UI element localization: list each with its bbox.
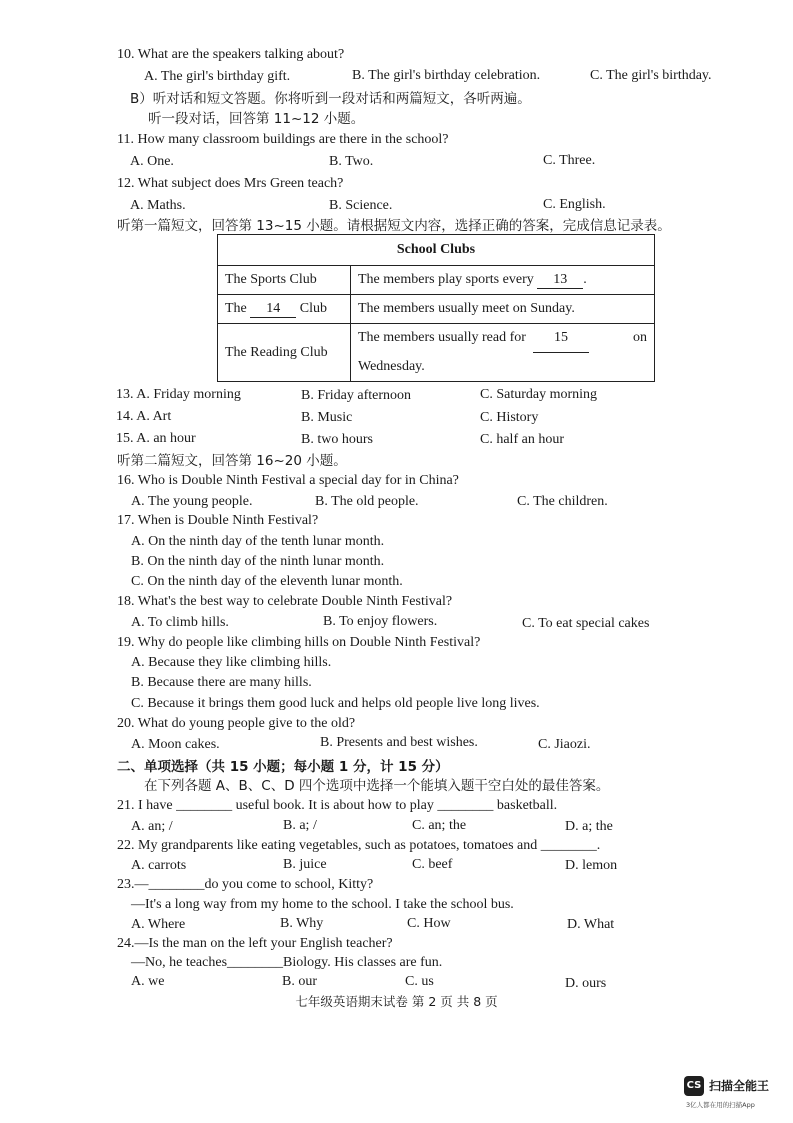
- question-10: 10. What are the speakers talking about?: [117, 47, 345, 62]
- response-23: —It's a long way from my home to the school. I take the school bus.: [131, 897, 514, 912]
- option-16a: A. The young people.: [131, 494, 253, 509]
- club-name: The Reading Club: [218, 324, 351, 382]
- option-10b: B. The girl's birthday celebration.: [352, 68, 541, 83]
- option-22d: D. lemon: [565, 858, 618, 873]
- question-23: 23.—________do you come to school, Kitty?: [117, 877, 374, 892]
- watermark-app-name: 扫描全能王: [709, 1079, 770, 1093]
- option-21b: B. a; /: [283, 818, 317, 833]
- table-title: School Clubs: [218, 235, 655, 266]
- option-11c: C. Three.: [543, 153, 596, 168]
- option-14c: C. History: [480, 410, 539, 425]
- option-19a: A. Because they like climbing hills.: [131, 655, 332, 670]
- passage-2-instruction: 听第二篇短文，回答第 16~20 小题。: [117, 453, 347, 469]
- option-23a: A. Where: [131, 917, 186, 932]
- option-23d: D. What: [567, 917, 615, 932]
- answer-blank-14: 14: [250, 301, 296, 318]
- option-21c: C. an; the: [412, 818, 467, 833]
- option-11b: B. Two.: [329, 154, 374, 169]
- question-22: 22. My grandparents like eating vegetables, such as potatoes, tomatoes and ________.: [117, 838, 601, 853]
- question-20: 20. What do young people give to the old?: [117, 716, 356, 731]
- question-12: 12. What subject does Mrs Green teach?: [117, 176, 344, 191]
- option-22b: B. juice: [283, 857, 327, 872]
- option-14a: 14. A. Art: [116, 409, 172, 424]
- option-20c: C. Jiaozi.: [538, 737, 591, 752]
- option-12b: B. Science.: [329, 198, 393, 213]
- option-13a: 13. A. Friday morning: [116, 387, 241, 402]
- club-name: The Sports Club: [218, 266, 351, 295]
- option-13b: B. Friday afternoon: [301, 388, 412, 403]
- table-row: [218, 266, 655, 295]
- option-19b: B. Because there are many hills.: [131, 675, 312, 690]
- question-21: 21. I have ________ useful book. It is about how to play ________ basketball.: [117, 798, 558, 813]
- option-20b: B. Presents and best wishes.: [320, 735, 478, 750]
- answer-blank-15: 15: [533, 324, 589, 353]
- question-24: 24.—Is the man on the left your English teacher?: [117, 936, 393, 951]
- section-2-heading: 二、单项选择（共 15 小题；每小题 1 分，计 15 分）: [117, 759, 449, 775]
- option-23c: C. How: [407, 916, 451, 931]
- answer-blank-13: 13: [537, 272, 583, 289]
- question-18: 18. What's the best way to celebrate Double Ninth Festival?: [117, 594, 453, 609]
- option-18b: B. To enjoy flowers.: [323, 614, 438, 629]
- option-15c: C. half an hour: [480, 432, 564, 447]
- option-19c: C. Because it brings them good luck and helps old people live long lives.: [131, 696, 540, 711]
- option-17b: B. On the ninth day of the ninth lunar month.: [131, 554, 385, 569]
- option-12a: A. Maths.: [130, 198, 186, 213]
- option-24a: A. we: [131, 974, 165, 989]
- table-row: [218, 295, 655, 324]
- option-23b: B. Why: [280, 916, 324, 931]
- response-24: —No, he teaches________Biology. His classes are fun.: [131, 955, 443, 970]
- club-info: The members usually read for 15 on Wednesday.: [351, 324, 655, 382]
- question-19: 19. Why do people like climbing hills on Double Ninth Festival?: [117, 635, 481, 650]
- option-21a: A. an; /: [131, 819, 173, 834]
- option-16c: C. The children.: [517, 494, 608, 509]
- club-name: The 14 Club: [218, 295, 351, 324]
- dialog-instruction: 听一段对话，回答第 11~12 小题。: [148, 111, 365, 127]
- option-20a: A. Moon cakes.: [131, 737, 220, 752]
- option-24d: D. ours: [565, 976, 607, 991]
- option-22a: A. carrots: [131, 858, 187, 873]
- option-15a: 15. A. an hour: [116, 431, 196, 446]
- option-22c: C. beef: [412, 857, 453, 872]
- option-24b: B. our: [282, 974, 317, 989]
- section-b-instruction: B）听对话和短文答题。你将听到一段对话和两篇短文，各听两遍。: [130, 91, 531, 107]
- table-row: [218, 324, 655, 382]
- page-footer: 七年级英语期末试卷 第 2 页 共 8 页: [295, 994, 498, 1009]
- club-info: The members usually meet on Sunday.: [351, 295, 655, 324]
- option-16b: B. The old people.: [315, 494, 419, 509]
- option-11a: A. One.: [130, 154, 174, 169]
- option-18a: A. To climb hills.: [131, 615, 229, 630]
- option-24c: C. us: [405, 974, 434, 989]
- school-clubs-table: [217, 234, 655, 382]
- passage-1-instruction: 听第一篇短文，回答第 13~15 小题。请根据短文内容，选择正确的答案，完成信息记录表。: [117, 218, 671, 234]
- option-17c: C. On the ninth day of the eleventh lunar month.: [131, 574, 403, 589]
- camscanner-logo-icon: CS: [684, 1076, 704, 1096]
- option-10c: C. The girl's birthday.: [590, 68, 712, 83]
- option-14b: B. Music: [301, 410, 353, 425]
- watermark-tagline: 3亿人都在用的扫描App: [686, 1101, 755, 1109]
- question-16: 16. Who is Double Ninth Festival a special day for in China?: [117, 473, 459, 488]
- option-12c: C. English.: [543, 197, 606, 212]
- question-17: 17. When is Double Ninth Festival?: [117, 513, 319, 528]
- question-11: 11. How many classroom buildings are there in the school?: [117, 132, 449, 147]
- option-13c: C. Saturday morning: [480, 387, 598, 402]
- option-17a: A. On the ninth day of the tenth lunar month.: [131, 534, 385, 549]
- option-15b: B. two hours: [301, 432, 373, 447]
- option-21d: D. a; the: [565, 819, 613, 834]
- option-10a: A. The girl's birthday gift.: [144, 69, 291, 84]
- option-18c: C. To eat special cakes: [522, 616, 650, 631]
- section-2-instruction: 在下列各题 A、B、C、D 四个选项中选择一个能填入题干空白处的最佳答案。: [144, 778, 610, 794]
- club-info: The members play sports every 13 .: [351, 266, 655, 295]
